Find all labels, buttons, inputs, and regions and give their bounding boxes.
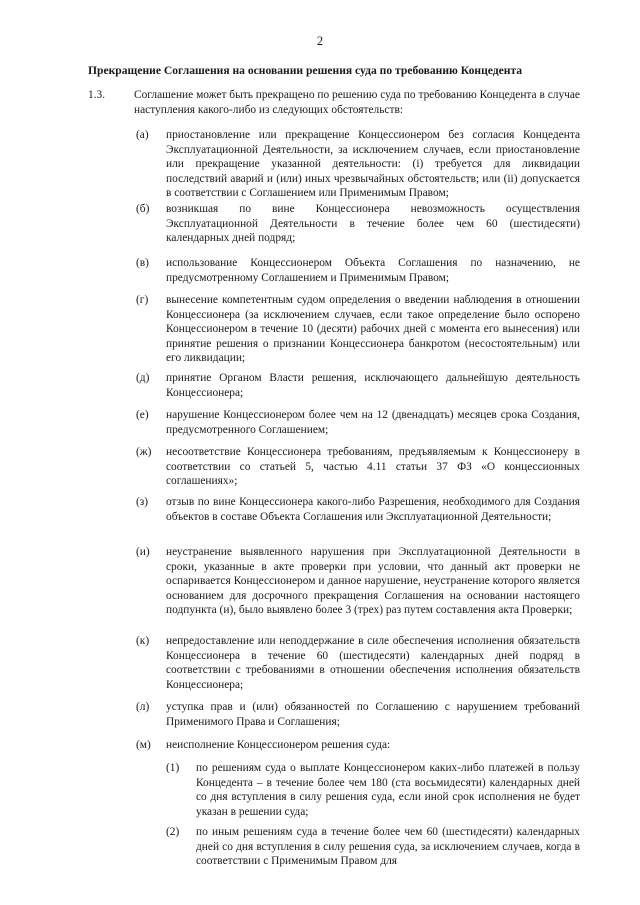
- list-item-label: (л): [136, 701, 150, 713]
- list-item-text: неисполнение Концессионером решения суда:: [166, 739, 391, 751]
- list-item-text: неустранение выявленного нарушения при Эксплуатационной Деятельности в сроки, указанные в акте проверки при условии, что данный акт проверки не оспаривается Концессионером и данное нарушение, неустранение которого является основанием для досрочного прекращения Соглашения на основании настоящего подпункта (и), было выявлено более 3 (трех) раз путем составления акта Проверки;: [166, 546, 580, 617]
- list-item-text: непредоставление или неподдержание в силе обеспечения исполнения обязательств Концессионера в течение 60 (шестидесяти) календарных дней подряд в соответствии с требованиями в отношении обеспечения исполнения обязательств Концессионера;: [166, 635, 580, 691]
- section-title: Прекращение Соглашения на основании решения суда по требованию Концедента: [88, 64, 523, 77]
- sub-item-label: (2): [166, 826, 180, 838]
- list-item-text: приостановление или прекращение Концессионером без согласия Концедента Эксплуатационной Деятельности, за исключением случаев, если приостановление или прекращение указанной деятельности: (i) требуется для ликвидации последствий аварий и (или) иных чрезвычайных обстоятельств; или (ii) допускается в соответствии с Соглашением или Применимым Правом;: [166, 129, 580, 200]
- list-item-text: отзыв по вине Концессионера какого-либо Разрешения, необходимого для Создания объектов в составе Объекта Соглашения или Эксплуатационной Деятельности;: [166, 496, 580, 523]
- list-item-text: использование Концессионером Объекта Соглашения по назначению, не предусмотренному Соглашением и Применимым Правом;: [166, 257, 580, 284]
- list-item-label: (к): [136, 635, 150, 647]
- list-item-text: принятие Органом Власти решения, исключающего дальнейшую деятельность Концессионера;: [166, 372, 580, 399]
- list-item-label: (а): [136, 129, 149, 141]
- list-item-label: (з): [136, 496, 149, 508]
- list-item-label: (г): [136, 294, 149, 306]
- list-item-label: (е): [136, 409, 149, 421]
- clause-text: Соглашение может быть прекращено по решению суда по требованию Концедента в случае наступления какого-либо из следующих обстоятельств:: [134, 89, 580, 116]
- list-item-label: (м): [136, 739, 151, 751]
- list-item-text: несоответствие Концессионера требованиям, предъявляемым к Концессионеру в соответствии со статьей 5, частью 4.11 статьи 37 ФЗ «О концессионных соглашениях»;: [166, 446, 580, 488]
- sub-item-text: по решениям суда о выплате Концессионером каких-либо платежей в пользу Концедента – в течение более чем 180 (ста восьмидесяти) календарных дней со дня вступления в силу решения суда, если иной срок исполнения не будет указан в решении суда;: [196, 762, 580, 818]
- list-item-text: вынесение компетентным судом определения о введении наблюдения в отношении Концессионера (за исключением случаев, если такое определение было оспорено Концессионером в течение 10 (десяти) рабочих дней с момента его вынесения) или принятие решения о признании Концессионера банкротом (несостоятельным) или его ликвидации;: [166, 294, 580, 365]
- clause-number: 1.3.: [88, 89, 106, 101]
- list-item-label: (б): [136, 203, 150, 215]
- list-item-text: уступка прав и (или) обязанностей по Соглашению с нарушением требований Применимого Права и Соглашения;: [166, 701, 580, 728]
- list-item-text: возникшая по вине Концессионера невозможность осуществления Эксплуатационной Деятельности в течение более чем 60 (шестидесяти) календарных дней подряд;: [166, 203, 580, 245]
- list-item-label: (в): [136, 257, 149, 269]
- list-item-label: (и): [136, 546, 150, 558]
- list-item-label: (д): [136, 372, 150, 384]
- page-number: 2: [316, 34, 324, 48]
- list-item-text: нарушение Концессионером более чем на 12 (двенадцать) месяцев срока Создания, предусмотренного Соглашением;: [166, 409, 580, 436]
- sub-item-label: (1): [166, 762, 180, 774]
- list-item-label: (ж): [136, 446, 152, 458]
- sub-item-text: по иным решениям суда в течение более чем 60 (шестидесяти) календарных дней со дня вступления в силу решения суда, за исключением случаев, когда в соответствии с Применимым Правом для: [196, 826, 580, 868]
